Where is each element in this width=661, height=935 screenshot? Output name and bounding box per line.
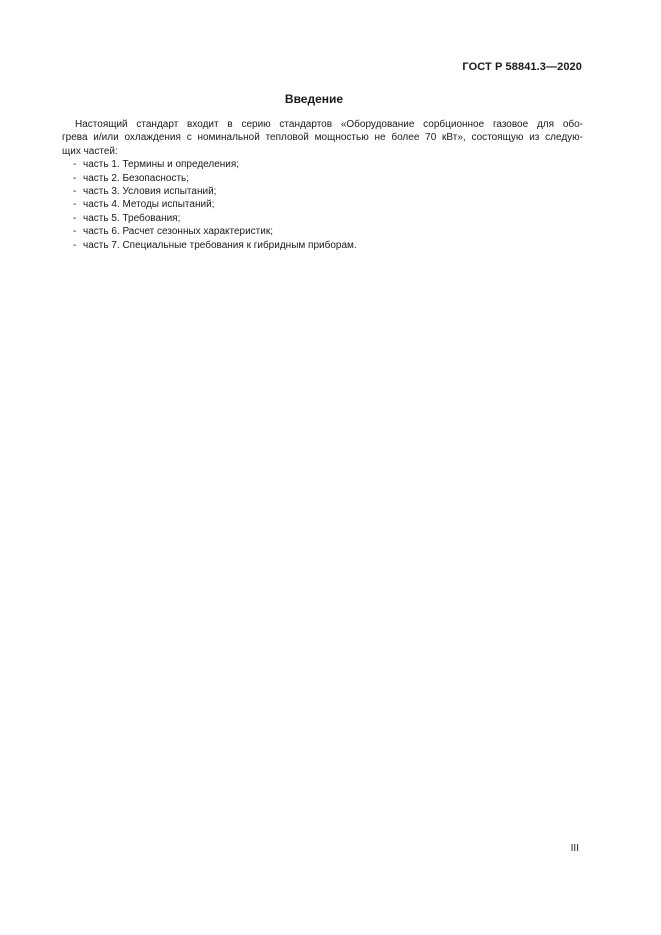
list-dash: - — [73, 159, 77, 171]
list-dash: - — [73, 239, 77, 251]
list-item — [62, 172, 583, 185]
list-item-text: часть 1. Термины и определения; — [83, 159, 240, 171]
list-dash: - — [73, 226, 77, 238]
list-dash: - — [73, 212, 77, 224]
list-item — [62, 212, 583, 225]
list-item-text: часть 4. Методы испытаний; — [83, 199, 215, 211]
document-code: ГОСТ Р 58841.3—2020 — [462, 61, 582, 73]
list-dash: - — [73, 172, 77, 184]
list-item — [62, 185, 583, 198]
intro-line: щих частей: — [62, 145, 118, 157]
intro-line: Настоящий стандарт входит в серию стандартов «Оборудование сорбционное газовое для обо- — [75, 119, 583, 130]
list-item — [62, 225, 583, 238]
list-item — [62, 239, 583, 252]
list-dash: - — [73, 199, 77, 211]
list-dash: - — [73, 186, 77, 198]
list-item — [62, 198, 583, 211]
list-item-text: часть 3. Условия испытаний; — [83, 186, 217, 198]
list-item-text: часть 2. Безопасность; — [83, 172, 190, 184]
list-item-text: часть 6. Расчет сезонных характеристик; — [83, 226, 273, 238]
list-item — [62, 158, 583, 171]
intro-line: грева и/или охлаждения с номинальной тепловой мощностью не более 70 кВт», состоящую из следую- — [62, 132, 583, 144]
introduction-body — [62, 118, 583, 252]
intro-paragraph — [62, 118, 583, 158]
parts-list — [62, 158, 583, 252]
list-item-text: часть 7. Специальные требования к гибридным приборам. — [83, 239, 357, 251]
section-title: Введение — [284, 92, 344, 106]
list-item-text: часть 5. Требования; — [83, 212, 181, 224]
page-number: III — [570, 843, 579, 854]
